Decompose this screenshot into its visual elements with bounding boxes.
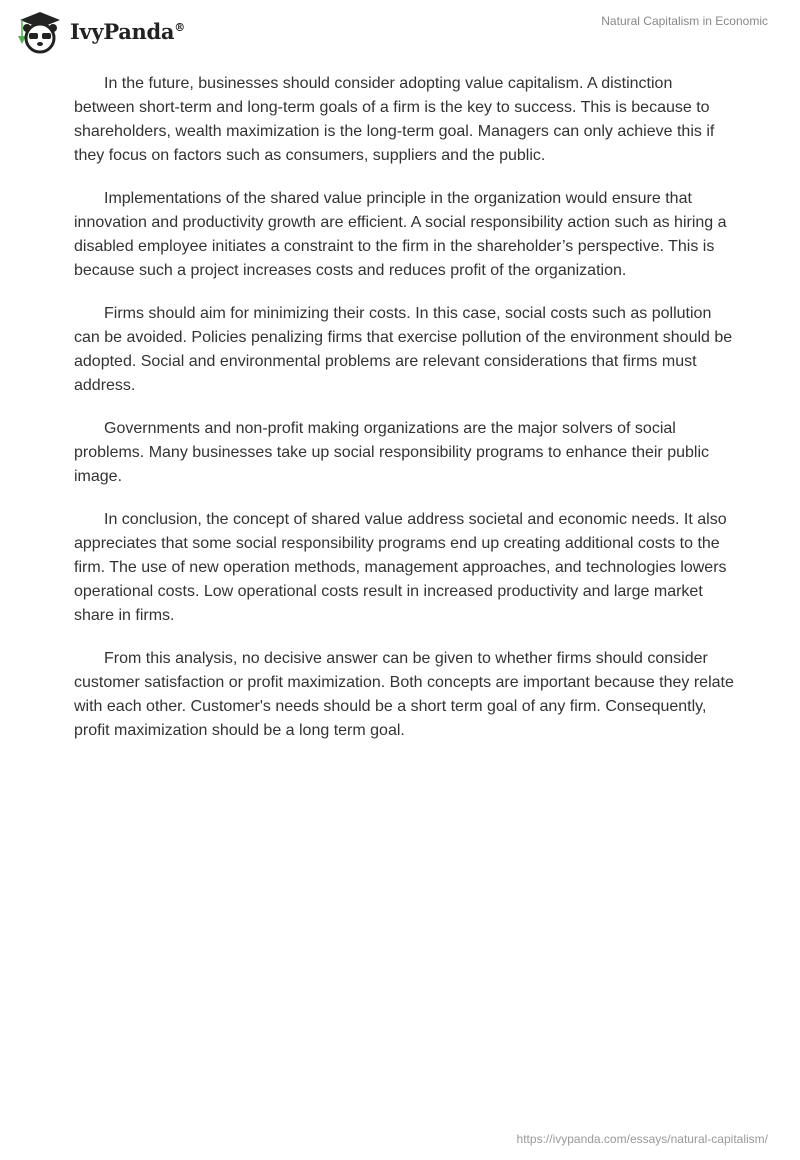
paragraph: Implementations of the shared value principle in the organization would ensure that innovation and productivity growth are efficient. A social responsibility action such as hiring a disabled employee initiates a constraint to the firm in the shareholder’s perspective. This is because such a project increases costs and reduces profit of the organization. [74, 190, 727, 279]
brand-name [70, 19, 185, 44]
paragraph: Firms should aim for minimizing their costs. In this case, social costs such as pollution can be avoided. Policies penalizing firms that exercise pollution of the environment should be adopted. Social and environmental problems are relevant considerations that firms must address. [74, 305, 733, 394]
paragraph: Governments and non-profit making organizations are the major solvers of social problems. Many businesses take up social responsibility programs to enhance their public image. [74, 420, 709, 485]
essay-body [74, 72, 734, 762]
document-title: Natural Capitalism in Economic [601, 14, 768, 28]
ivypanda-logo[interactable] [14, 8, 185, 54]
source-url-link[interactable]: https://ivypanda.com/essays/natural-capitalism/ [516, 1132, 768, 1146]
panda-graduate-icon [14, 8, 64, 54]
paragraph: In the future, businesses should consider adopting value capitalism. A distinction between short-term and long-term goals of a firm is the key to success. This is because to shareholders, wealth maximization is the long-term goal. Managers can only achieve this if they focus on factors such as consumers, suppliers and the public. [74, 75, 715, 164]
paragraph: From this analysis, no decisive answer can be given to whether firms should consider customer satisfaction or profit maximization. Both concepts are important because they relate with each other. Customer's needs should be a short term goal of any firm. Consequently, profit maximization should be a long term goal. [74, 650, 734, 739]
brand-text: IvyPanda [70, 18, 175, 44]
paragraph: In conclusion, the concept of shared value address societal and economic needs. It also appreciates that some social responsibility programs end up creating additional costs to the firm. The use of new operation methods, management approaches, and technologies lowers operational costs. Low operational costs result in increased productivity and large market share in firms. [74, 511, 727, 624]
registered-mark: ® [174, 20, 185, 34]
